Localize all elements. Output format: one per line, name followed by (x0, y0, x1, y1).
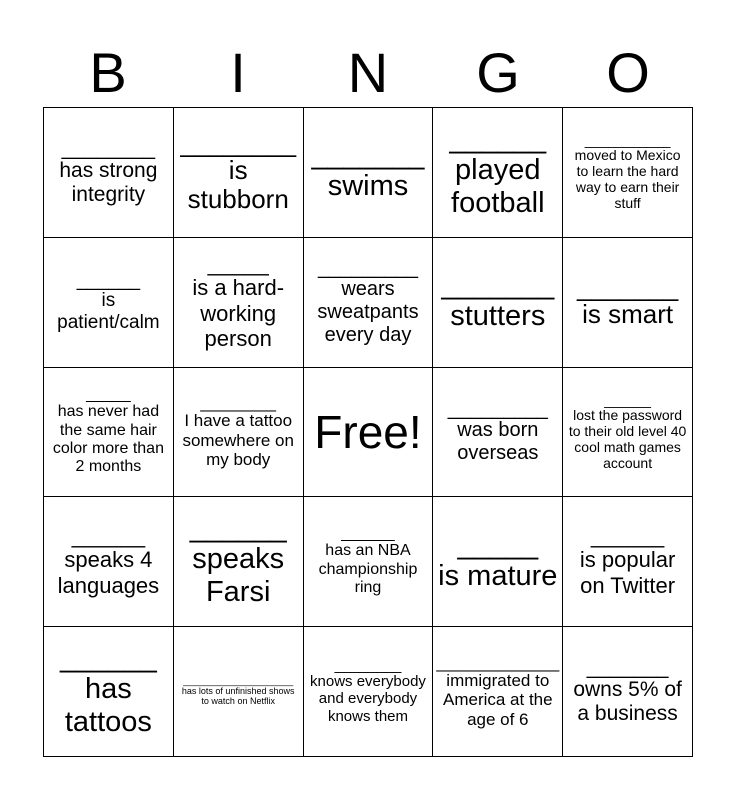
cell-text: wears sweatpants every day (317, 277, 419, 346)
bingo-cell[interactable] (304, 238, 434, 368)
blank-line: ______ (189, 511, 287, 544)
header-letter-i: I (230, 41, 246, 104)
blank-line: ________ (200, 393, 277, 413)
header-letter-n: N (347, 41, 389, 104)
cell-text: is popular on Twitter (579, 547, 676, 598)
bingo-cell[interactable] (44, 368, 174, 498)
blank-line: ________ (180, 127, 297, 158)
cell-text: speaks Farsi (192, 542, 285, 609)
blank-line: _______ (311, 139, 425, 172)
cell-text: I have a tattoo somewhere on my body (182, 411, 294, 470)
bingo-cell[interactable] (563, 627, 693, 757)
cell-text: immigrated to America at the age of 6 (442, 670, 553, 729)
cell-text: is stubborn (187, 154, 289, 215)
bingo-cell[interactable] (174, 627, 304, 757)
bingo-cell[interactable] (44, 497, 174, 627)
cell-text: speaks 4 languages (57, 547, 160, 598)
blank-line: _____ (457, 528, 539, 561)
cell-text: is mature (438, 559, 558, 592)
cell-text: has lots of unfinished shows to watch on Netflix (181, 685, 295, 707)
blank-line: _____ (207, 251, 269, 277)
cell-text: is patient/calm (57, 289, 160, 333)
bingo-cell[interactable] (44, 627, 174, 757)
bingo-cell[interactable] (433, 108, 563, 238)
bingo-cell[interactable] (174, 238, 304, 368)
cell-text: has tattoos (64, 672, 152, 739)
cell-text: owns 5% of a business (573, 677, 682, 726)
header-letter-g: G (476, 41, 520, 104)
blank-line: _______ (576, 272, 679, 303)
bingo-header (43, 40, 693, 106)
bingo-cell[interactable] (174, 497, 304, 627)
blank-line: ______ (71, 523, 146, 549)
blank-line: _______ (586, 655, 669, 679)
blank-line: ______________________ (183, 675, 294, 686)
header-letter-o: O (606, 41, 650, 104)
bingo-cell[interactable] (563, 368, 693, 498)
blank-line: ______ (604, 391, 651, 408)
cell-text: knows everybody and everybody knows them (310, 673, 426, 725)
bingo-cell[interactable] (433, 368, 563, 498)
blank-line: _______ (441, 269, 555, 302)
cell-text: is smart (582, 299, 674, 330)
bingo-cell[interactable] (174, 108, 304, 238)
free-space-cell[interactable] (304, 368, 434, 498)
cell-text: lost the password to their old level 40 cool math games account (568, 406, 687, 472)
blank-line: ______ (341, 525, 395, 543)
bingo-grid (43, 107, 693, 757)
blank-line: ___________ (584, 132, 671, 149)
bingo-cell[interactable] (433, 238, 563, 368)
cell-text: played football (451, 153, 545, 219)
bingo-cell[interactable] (174, 368, 304, 498)
blank-line: ______ (590, 523, 665, 549)
cell-text: has strong integrity (59, 158, 158, 206)
cell-text: swims (327, 170, 409, 203)
bingo-cell[interactable] (304, 497, 434, 627)
bingo-cell[interactable] (563, 497, 693, 627)
bingo-cell[interactable] (304, 627, 434, 757)
cell-text: is a hard-working person (192, 275, 285, 351)
blank-line: ______ (449, 122, 547, 155)
blank-line: ______ (60, 641, 157, 674)
blank-line: ______ (76, 269, 141, 291)
cell-text: has an NBA championship ring (318, 542, 418, 596)
bingo-cell[interactable] (304, 108, 434, 238)
blank-line: ________ (61, 136, 156, 160)
bingo-cell[interactable] (563, 238, 693, 368)
cell-text: moved to Mexico to learn the hard way to earn their stuff (574, 147, 681, 212)
cell-text: has never had the same hair color more than 2 months (52, 403, 164, 476)
bingo-cell[interactable] (563, 108, 693, 238)
blank-line: _________ (317, 256, 419, 279)
cell-text: stutters (450, 300, 546, 333)
bingo-cell[interactable] (44, 108, 174, 238)
blank-line: _________ (447, 397, 548, 420)
blank-line: ________ (334, 657, 402, 675)
free-space-label: Free! (314, 405, 422, 458)
cell-text: was born overseas (457, 418, 539, 464)
blank-line: _____ (86, 386, 131, 404)
bingo-cell[interactable] (44, 238, 174, 368)
blank-line: _____________ (436, 652, 560, 672)
header-letter-b: B (89, 41, 127, 104)
bingo-cell[interactable] (433, 497, 563, 627)
bingo-cell[interactable] (433, 627, 563, 757)
